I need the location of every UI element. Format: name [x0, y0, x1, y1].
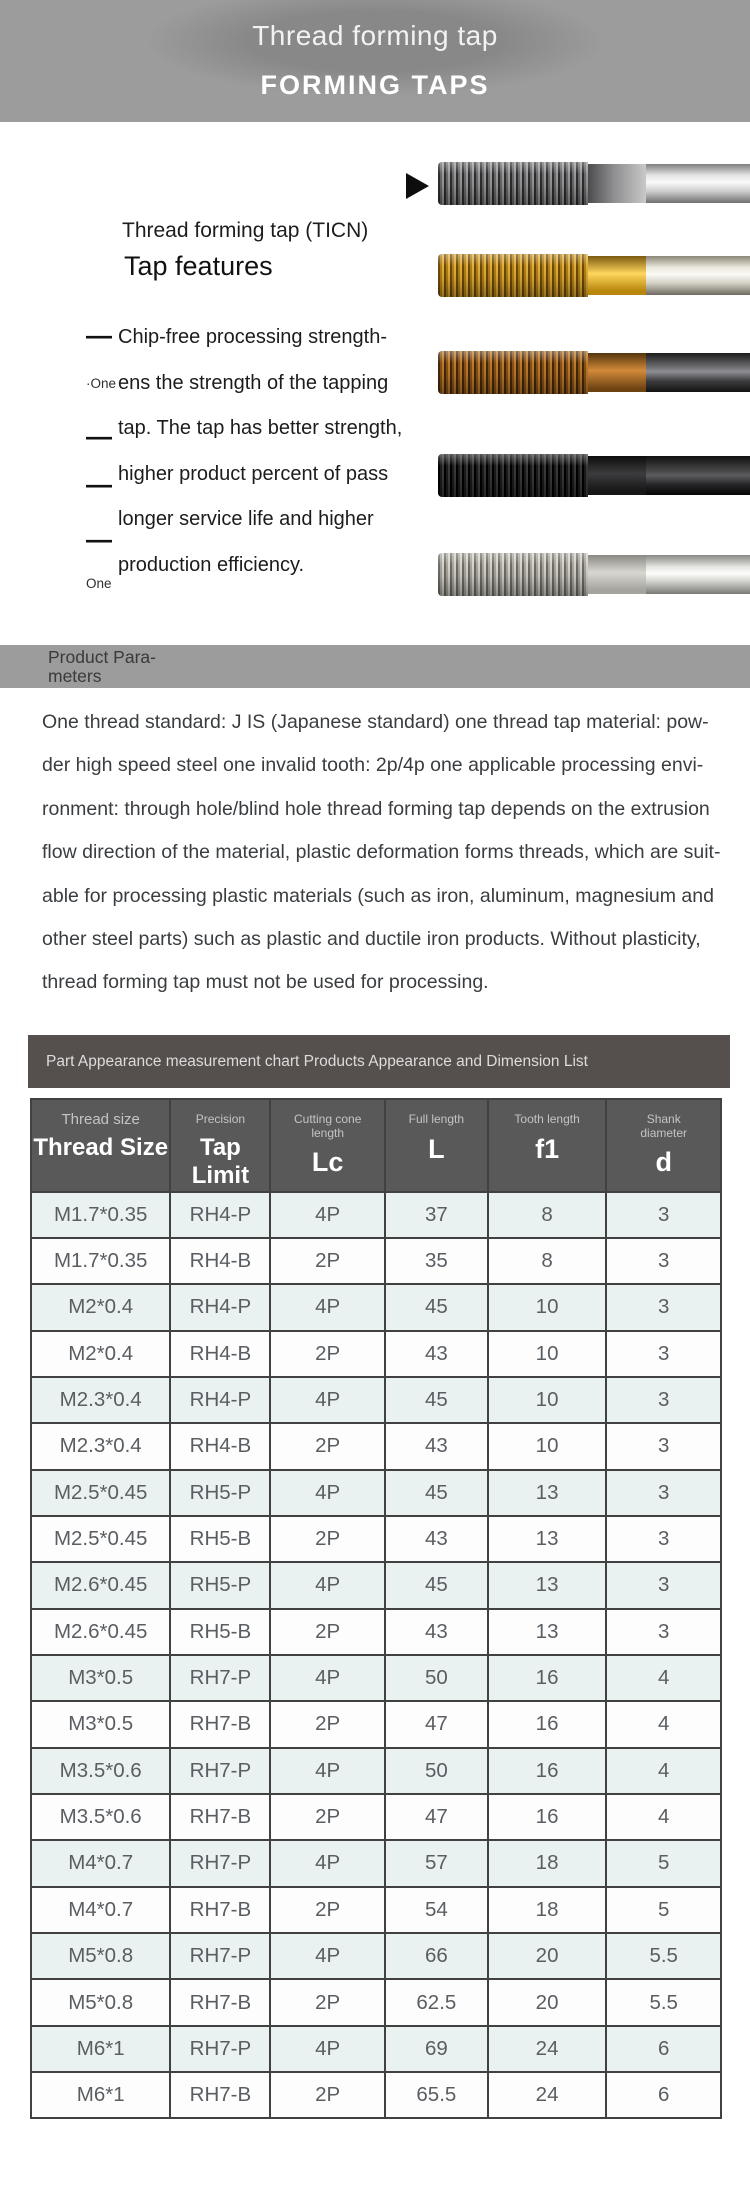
tap-shank-section — [646, 164, 750, 203]
table-cell: 5 — [606, 1887, 721, 1933]
column-header — [385, 1099, 488, 1192]
feature-item — [86, 417, 416, 463]
feature-item — [86, 554, 416, 600]
table-cell: 4P — [270, 1284, 385, 1330]
table-cell: 47 — [385, 1794, 488, 1840]
table-cell: 4 — [606, 1701, 721, 1747]
table-cell: M2*0.4 — [31, 1284, 170, 1330]
column-subtitle: Precision — [195, 1112, 246, 1126]
feature-item — [86, 320, 416, 372]
table-cell: 3 — [606, 1192, 721, 1238]
table-cell: 20 — [488, 1979, 607, 2025]
table-cell: 54 — [385, 1887, 488, 1933]
table-cell: M2.6*0.45 — [31, 1562, 170, 1608]
table-cell: 2P — [270, 1701, 385, 1747]
table-cell: RH5-P — [170, 1470, 270, 1516]
table-row — [31, 1562, 721, 1608]
feature-text: Chip-free processing strength- — [118, 326, 388, 348]
table-row — [31, 1609, 721, 1655]
table-cell: M5*0.8 — [31, 1933, 170, 1979]
table-cell: 16 — [488, 1748, 607, 1794]
description-line: other steel parts) such as plastic and ductile iron products. Without plasticity, — [42, 928, 701, 951]
table-cell: 2P — [270, 1887, 385, 1933]
table-cell: 66 — [385, 1933, 488, 1979]
table-cell: 3 — [606, 1377, 721, 1423]
table-cell: 8 — [488, 1192, 607, 1238]
table-row — [31, 1794, 721, 1840]
product-parameters-line2: meters — [48, 666, 102, 686]
tap-neck-section — [588, 256, 646, 295]
tap-shank-section — [646, 555, 750, 594]
column-title: Thread Size — [33, 1133, 169, 1161]
description-line: able for processing plastic materials (such as iron, aluminum, magnesium and — [42, 884, 714, 907]
table-cell: 57 — [385, 1840, 488, 1886]
tap-thread-section — [438, 553, 588, 596]
table-row — [31, 2026, 721, 2072]
table-cell: 69 — [385, 2026, 488, 2072]
table-cell: M6*1 — [31, 2026, 170, 2072]
table-cell: 18 — [488, 1840, 607, 1886]
table-row — [31, 1933, 721, 1979]
table-cell: 10 — [488, 1284, 607, 1330]
table-row — [31, 1655, 721, 1701]
table-cell: RH7-B — [170, 1887, 270, 1933]
table-cell: M2.5*0.45 — [31, 1470, 170, 1516]
table-cell: 2P — [270, 2072, 385, 2118]
tap-thread-section — [438, 454, 588, 497]
table-cell: 4 — [606, 1655, 721, 1701]
feature-item — [86, 463, 416, 509]
table-cell: M4*0.7 — [31, 1840, 170, 1886]
table-cell: 10 — [488, 1331, 607, 1377]
table-row — [31, 1284, 721, 1330]
table-cell: M3.5*0.6 — [31, 1748, 170, 1794]
table-cell: RH7-B — [170, 1979, 270, 2025]
description-line: One thread standard: J IS (Japanese standard) one thread tap material: pow- — [42, 711, 709, 733]
dash-bullet: — — [86, 320, 110, 350]
table-cell: 43 — [385, 1609, 488, 1655]
table-row — [31, 1840, 721, 1886]
table-cell: 2P — [270, 1423, 385, 1469]
column-subtitle: Tooth length — [514, 1112, 580, 1126]
table-cell: 16 — [488, 1794, 607, 1840]
feature-text: ens the strength of the tapping — [118, 371, 389, 394]
table-cell: M6*1 — [31, 2072, 170, 2118]
table-row — [31, 1470, 721, 1516]
tap-thread-section — [438, 162, 588, 205]
table-cell: 4P — [270, 1192, 385, 1238]
table-cell: 2P — [270, 1238, 385, 1284]
table-cell: 20 — [488, 1933, 607, 1979]
table-cell: 43 — [385, 1331, 488, 1377]
table-cell: 43 — [385, 1516, 488, 1562]
table-cell: 65.5 — [385, 2072, 488, 2118]
one-bullet: ·One — [86, 375, 117, 391]
column-title: Tap Limit — [191, 1133, 250, 1189]
table-cell: 24 — [488, 2026, 607, 2072]
tap-image-silver-ticn — [438, 161, 750, 205]
table-cell: RH7-P — [170, 1840, 270, 1886]
table-cell: M1.7*0.35 — [31, 1238, 170, 1284]
table-cell: 3 — [606, 1516, 721, 1562]
page-banner — [0, 0, 750, 122]
table-cell: 37 — [385, 1192, 488, 1238]
tap-image-gold-tin — [438, 253, 750, 297]
tap-image-bright-steel — [438, 552, 750, 596]
table-body — [31, 1192, 721, 2119]
product-parameters-bar — [0, 645, 750, 688]
table-cell: 13 — [488, 1562, 607, 1608]
table-cell: 4P — [270, 2026, 385, 2072]
table-cell: M3*0.5 — [31, 1701, 170, 1747]
table-cell: 45 — [385, 1562, 488, 1608]
table-row — [31, 1423, 721, 1469]
dash-bullet: — — [86, 468, 110, 499]
dash-bullet: — — [86, 421, 110, 451]
table-row — [31, 1701, 721, 1747]
table-cell: RH4-B — [170, 1331, 270, 1377]
table-cell: 16 — [488, 1701, 607, 1747]
table-cell: 2P — [270, 1794, 385, 1840]
tap-shank-section — [646, 256, 750, 295]
table-cell: 4P — [270, 1562, 385, 1608]
table-cell: 47 — [385, 1701, 488, 1747]
table-row — [31, 1331, 721, 1377]
table-cell: RH5-B — [170, 1516, 270, 1562]
table-row — [31, 2072, 721, 2118]
column-subtitle: Thread size — [61, 1111, 140, 1128]
feature-text: higher product percent of pass — [118, 462, 389, 485]
table-cell: 3 — [606, 1331, 721, 1377]
table-cell: 3 — [606, 1609, 721, 1655]
table-cell: RH7-P — [170, 2026, 270, 2072]
tap-neck-section — [588, 555, 646, 594]
table-cell: 4 — [606, 1794, 721, 1840]
table-cell: 4P — [270, 1748, 385, 1794]
table-cell: 4P — [270, 1840, 385, 1886]
table-cell: M1.7*0.35 — [31, 1192, 170, 1238]
table-cell: 13 — [488, 1516, 607, 1562]
table-cell: 18 — [488, 1887, 607, 1933]
column-title: d — [655, 1147, 672, 1177]
table-cell: 3 — [606, 1423, 721, 1469]
tap-neck-section — [588, 353, 646, 392]
table-cell: 50 — [385, 1655, 488, 1701]
table-cell: 2P — [270, 1609, 385, 1655]
table-cell: 6 — [606, 2026, 721, 2072]
table-header — [31, 1099, 721, 1192]
table-cell: 2P — [270, 1516, 385, 1562]
table-cell: 24 — [488, 2072, 607, 2118]
table-row — [31, 1887, 721, 1933]
feature-item — [86, 508, 416, 554]
table-cell: 10 — [488, 1423, 607, 1469]
table-cell: M2.3*0.4 — [31, 1377, 170, 1423]
table-cell: 6 — [606, 2072, 721, 2118]
one-bullet: One — [86, 575, 112, 591]
table-cell: 3 — [606, 1562, 721, 1608]
table-cell: M5*0.8 — [31, 1979, 170, 2025]
tap-neck-section — [588, 456, 646, 495]
table-cell: 13 — [488, 1470, 607, 1516]
table-cell: RH4-B — [170, 1238, 270, 1284]
table-title-bar: Part Appearance measurement chart Products Appearance and Dimension List — [28, 1035, 730, 1088]
dimension-table — [30, 1098, 722, 2119]
table-cell: 16 — [488, 1655, 607, 1701]
table-cell: 5.5 — [606, 1979, 721, 2025]
description-line: ronment: through hole/blind hole thread forming tap depends on the extrusion — [42, 797, 710, 820]
table-cell: 2P — [270, 1331, 385, 1377]
product-subheading: Thread forming tap (TICN) — [122, 219, 369, 242]
feature-text: production efficiency. — [118, 553, 305, 576]
table-row — [31, 1516, 721, 1562]
table-cell: M2.5*0.45 — [31, 1516, 170, 1562]
table-cell: 8 — [488, 1238, 607, 1284]
feature-text: tap. The tap has better strength, — [118, 417, 403, 439]
column-title: f1 — [535, 1133, 560, 1164]
table-cell: RH7-P — [170, 1933, 270, 1979]
table-row — [31, 1748, 721, 1794]
table-cell: 4P — [270, 1470, 385, 1516]
description-line: thread forming tap must not be used for processing. — [42, 971, 489, 994]
column-subtitle: Full length — [408, 1112, 465, 1126]
product-parameters-line1: Product Para- — [48, 647, 156, 667]
column-header — [488, 1099, 607, 1192]
tap-thread-section — [438, 254, 588, 297]
table-cell: RH5-B — [170, 1609, 270, 1655]
feature-item — [86, 372, 416, 418]
table-cell: RH4-P — [170, 1192, 270, 1238]
table-cell: 3 — [606, 1238, 721, 1284]
table-cell: M2.6*0.45 — [31, 1609, 170, 1655]
table-cell: M3*0.5 — [31, 1655, 170, 1701]
product-description — [42, 701, 721, 1005]
table-cell: 4P — [270, 1933, 385, 1979]
table-cell: RH7-B — [170, 2072, 270, 2118]
tap-shank-section — [646, 456, 750, 495]
description-line: flow direction of the material, plastic deformation forms threads, which are suit- — [42, 841, 721, 864]
table-cell: 50 — [385, 1748, 488, 1794]
table-cell: 45 — [385, 1284, 488, 1330]
table-cell: RH7-B — [170, 1794, 270, 1840]
pointer-arrow-icon — [406, 173, 429, 199]
dash-bullet: — — [86, 524, 110, 554]
table-cell: RH7-P — [170, 1655, 270, 1701]
table-cell: 4 — [606, 1748, 721, 1794]
column-header — [270, 1099, 385, 1192]
tap-features-section — [0, 122, 750, 645]
table-cell: RH5-P — [170, 1562, 270, 1608]
product-parameters-label — [0, 645, 750, 686]
table-cell: M2.3*0.4 — [31, 1423, 170, 1469]
column-subtitle: Cutting cone length — [293, 1112, 362, 1140]
table-cell: RH4-B — [170, 1423, 270, 1469]
features-list — [86, 320, 416, 599]
banner-title: Thread forming tap — [252, 20, 498, 51]
table-cell: 4P — [270, 1377, 385, 1423]
column-title: L — [428, 1133, 445, 1164]
table-cell: 13 — [488, 1609, 607, 1655]
feature-text: longer service life and higher — [118, 508, 374, 530]
table-cell: 45 — [385, 1377, 488, 1423]
table-row — [31, 1238, 721, 1284]
column-header — [170, 1099, 270, 1192]
table-cell: M3.5*0.6 — [31, 1794, 170, 1840]
table-row — [31, 1979, 721, 2025]
tap-thread-section — [438, 351, 588, 394]
table-cell: RH4-P — [170, 1284, 270, 1330]
table-cell: 3 — [606, 1284, 721, 1330]
features-heading: Tap features — [124, 251, 273, 281]
tap-neck-section — [588, 164, 646, 203]
column-subtitle: Shank diameter — [640, 1112, 688, 1140]
table-row — [31, 1192, 721, 1238]
table-cell: M2*0.4 — [31, 1331, 170, 1377]
table-cell: 45 — [385, 1470, 488, 1516]
table-cell: 43 — [385, 1423, 488, 1469]
tap-image-black-oxide — [438, 453, 750, 497]
table-row — [31, 1377, 721, 1423]
table-cell: RH7-B — [170, 1701, 270, 1747]
table-cell: RH7-P — [170, 1748, 270, 1794]
description-line: der high speed steel one invalid tooth: 2p/4p one applicable processing envi- — [42, 754, 704, 777]
table-cell: 2P — [270, 1979, 385, 2025]
table-cell: M4*0.7 — [31, 1887, 170, 1933]
table-cell: 62.5 — [385, 1979, 488, 2025]
tap-image-bronze-ticn — [438, 350, 750, 394]
table-cell: 35 — [385, 1238, 488, 1284]
table-cell: RH4-P — [170, 1377, 270, 1423]
table-header-row — [31, 1099, 721, 1192]
column-header — [606, 1099, 721, 1192]
banner-subtitle: FORMING TAPS — [260, 70, 490, 100]
table-cell: 5 — [606, 1840, 721, 1886]
table-cell: 5.5 — [606, 1933, 721, 1979]
table-cell: 3 — [606, 1470, 721, 1516]
column-title: Lc — [311, 1147, 344, 1177]
table-cell: 10 — [488, 1377, 607, 1423]
column-header — [31, 1099, 170, 1192]
tap-shank-section — [646, 353, 750, 392]
table-cell: 4P — [270, 1655, 385, 1701]
